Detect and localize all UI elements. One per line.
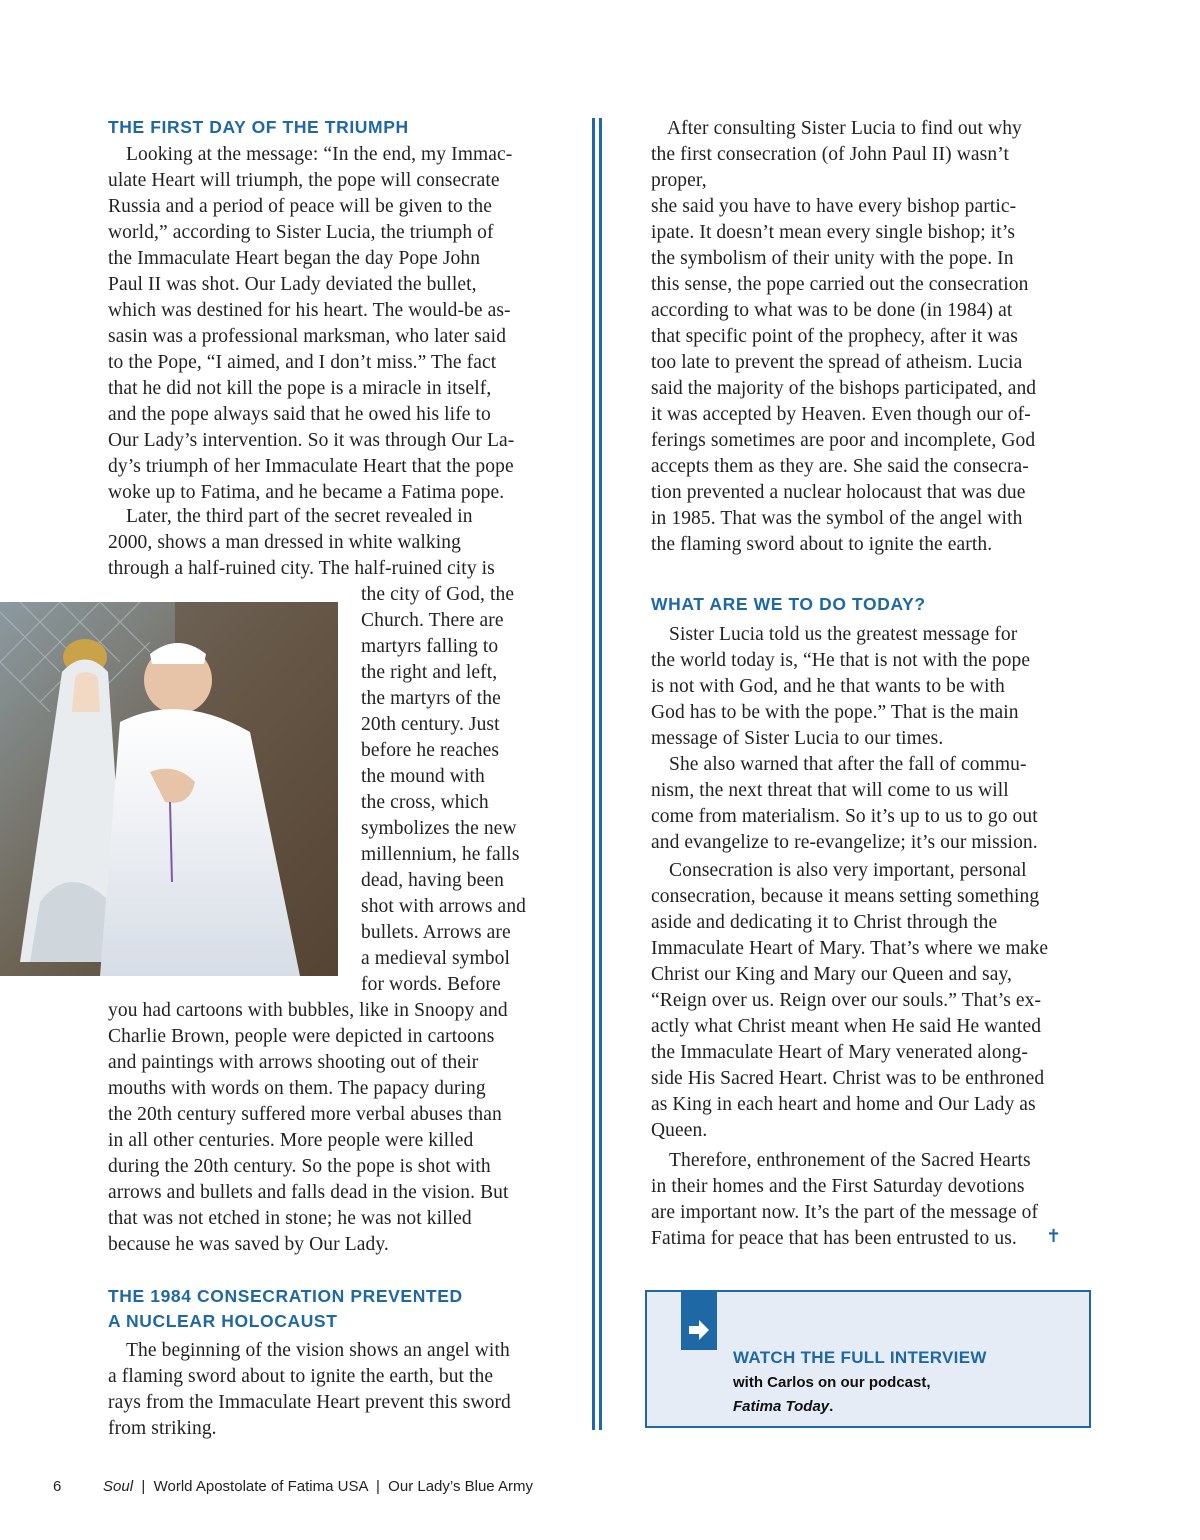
paragraph-third-secret: Later, the third part of the secret revealed in 2000, shows a man dressed in white walking through a half-ruined city. The half-ruined city is [108, 506, 495, 579]
magazine-name: Soul [103, 1478, 134, 1495]
callout-period: . [829, 1398, 834, 1415]
footer-publisher: | World Apostolate of Fatima USA | Our Lady’s Blue Army [133, 1478, 533, 1495]
column-divider [592, 118, 595, 1430]
section-heading-first-day: THE FIRST DAY OF THE TRIUMPH [108, 117, 409, 137]
section-heading-1984-consecration: THE 1984 CONSECRATION PREVENTED A NUCLEAR HOLOCAUST [108, 1286, 463, 1331]
paragraph-wrap-beside-photo: the city of God, the Church. There are martyrs falling to the right and left, the martyrs of the 20th century. Just before he reaches the mound with the cross, which symbolizes the new millennium, he falls dead, having been shot with arrows and bullets. Arrows are a medieval symbol for words. Before [361, 584, 527, 995]
paragraph-cartoons: you had cartoons with bubbles, like in Snoopy and Charlie Brown, people were depicted in cartoons and paintings with arrows shooting out of their mouths with words on them. The papacy during the 20th century suffered more verbal abuses than in all other centuries. More people were killed during the 20th century. So the pope is shot with arrows and bullets and falls dead in the vision. But that was not etched in stone; he was not killed because he was saved by Our Lady. [108, 1000, 509, 1255]
pope-with-statue-photo [0, 602, 338, 976]
paragraph-beginning-of-vision: The beginning of the vision shows an angel with a flaming sword about to ignite the earth, but the rays from the Immaculate Heart prevent this sword from striking. [108, 1340, 511, 1439]
podcast-name: Fatima Today [733, 1398, 830, 1415]
callout-line-podcast: with Carlos on our podcast, [733, 1374, 931, 1391]
callout-flag [681, 1290, 717, 1350]
page-number: 6 [53, 1478, 62, 1495]
callout-title: WATCH THE FULL INTERVIEW [733, 1348, 987, 1367]
podcast-callout [645, 1290, 1091, 1428]
paragraph-materialism: She also warned that after the fall of commu- nism, the next threat that will come to us will come from materialism. So it’s up to us to go out and evangelize to re-evangelize; it’s our mission. [651, 754, 1038, 853]
column-divider [599, 118, 602, 1430]
end-cross-icon: ✝ [1046, 1226, 1062, 1247]
arrow-right-icon [681, 1290, 717, 1350]
paragraph-after-consulting: After consulting Sister Lucia to find out why the first consecration (of John Paul II) wasn’t proper, she said you have to have every bishop partic- ipate. It doesn’t mean every single bishop; it’s the symbolism of their unity with the pope. In this sense, the pope carried out the consecration according to what was to be done (in 1984) at that specific point of the prophecy, after it was too late to prevent the spread of atheism. Lucia said the majority of the bishops participated, and it was accepted by Heaven. Even though our of- ferings sometimes are poor and incomplete, God accepts them as they are. She said the consecra- tion prevented a nuclear holocaust that was due in 1985. That was the symbol of the angel with the flaming sword about to ignite the earth. [651, 118, 1037, 555]
paragraph-consecration: Consecration is also very important, personal consecration, because it means setting something aside and dedicating it to Christ through the Immaculate Heart of Mary. That’s where we make Christ our King and Mary our Queen and say, “Reign over us. Reign over our souls.” That’s ex- actly what Christ meant when He said He wanted the Immaculate Heart of Mary venerated along- side His Sacred Heart. Christ was to be enthroned as King in each heart and home and Our Lady as Queen. [651, 860, 1049, 1141]
callout-line-show [733, 1398, 833, 1415]
paragraph-greatest-message: Sister Lucia told us the greatest message for the world today is, “He that is not with the pope is not with God, and he that wants to be with God has to be with the pope.” That is the main message of Sister Lucia to our times. [651, 624, 1031, 749]
section-heading-what-to-do: WHAT ARE WE TO DO TODAY? [651, 594, 926, 614]
paragraph-enthronement: Therefore, enthronement of the Sacred Hearts in their homes and the First Saturday devotions are important now. It’s the part of the message of Fatima for peace that has been entrusted to us. [651, 1150, 1039, 1249]
paragraph-looking-at-message: Looking at the message: “In the end, my Immac- ulate Heart will triumph, the pope will consecrate Russia and a period of peace will be given to the world,” according to Sister Lucia, the triumph of the Immaculate Heart began the day Pope John Paul II was shot. Our Lady deviated the bullet, which was destined for his heart. The would-be as- sasin was a professional marksman, who later said to the Pope, “I aimed, and I don’t miss.” The fact that he did not kill the pope is a miracle in itself, and the pope always said that he owed his life to Our Lady’s intervention. So it was through Our La- dy’s triumph of her Immaculate Heart that the pope woke up to Fatima, and he became a Fatima pope. [108, 144, 515, 503]
page-footer [53, 1478, 533, 1495]
